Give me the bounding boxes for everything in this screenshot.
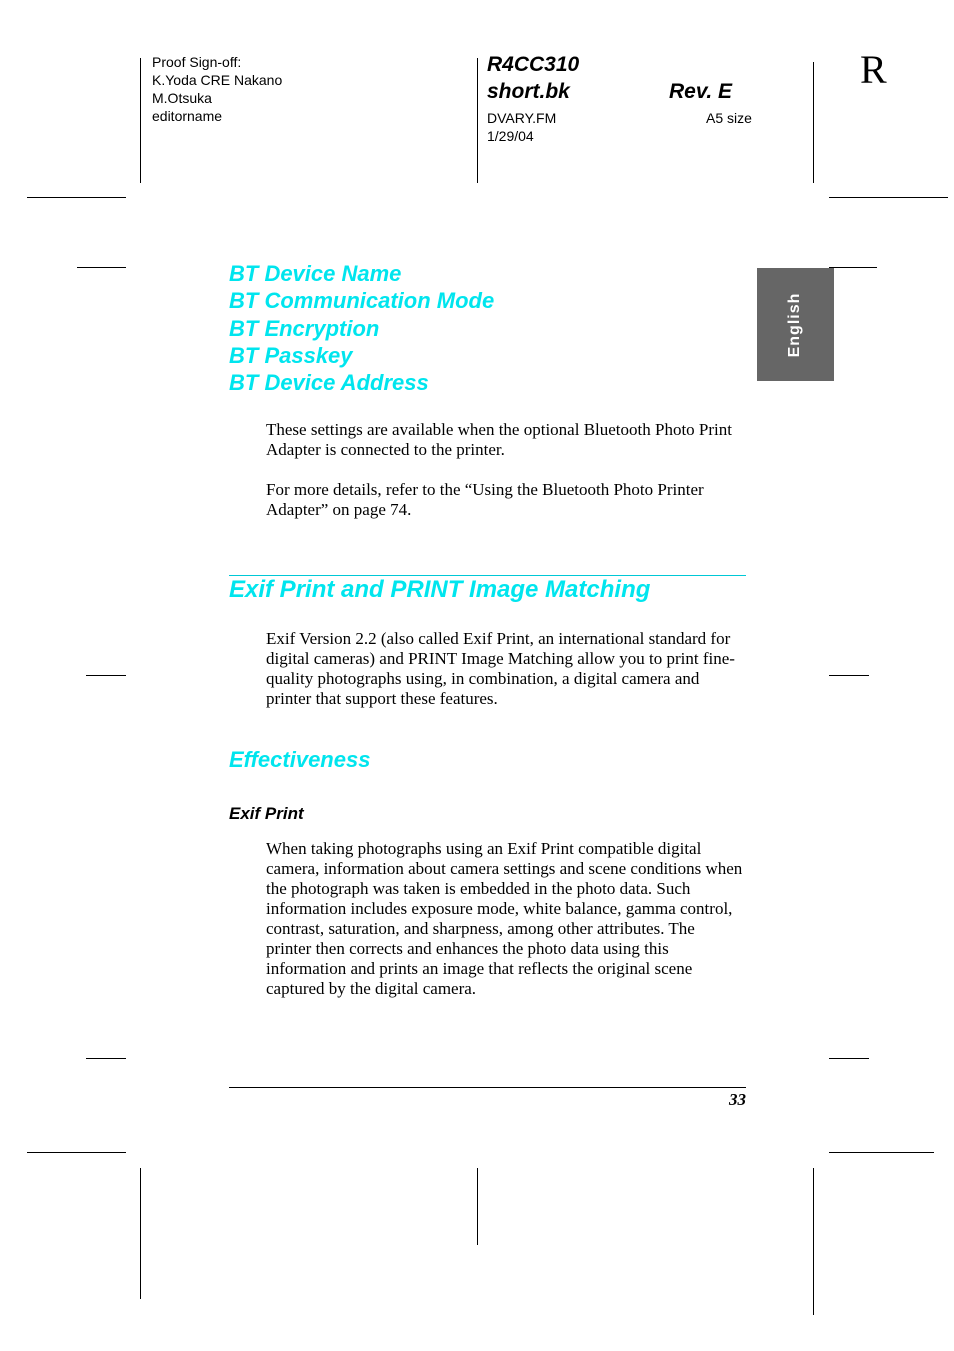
bt-device-name-heading: BT Device Name bbox=[229, 261, 402, 286]
language-tab bbox=[757, 268, 834, 381]
proof-line: editorname bbox=[152, 108, 223, 124]
bt-passkey-heading: BT Passkey bbox=[229, 342, 353, 368]
effectiveness-title: Effectiveness bbox=[229, 747, 371, 772]
crop-mark bbox=[829, 1152, 934, 1153]
doc-date: 1/29/04 bbox=[487, 128, 534, 144]
crop-mark bbox=[829, 197, 948, 198]
bt-encryption-heading: BT Encryption bbox=[229, 315, 380, 341]
language-tab-label: English bbox=[786, 292, 803, 358]
proof-line: K.Yoda CRE Nakano bbox=[152, 72, 283, 88]
effectiveness-paragraph: When taking photographs using an Exif Print compatible digital camera, information about camera settings and scene conditions when the photograph was taken is embedded in the photo data. Such information includes exposure mode, white balance, gamma control, contrast, saturation, and sharpness, among other attributes. The printer then corrects and enhances the photo data using this information and prints an image that reflects the original scene captured by the digital camera. bbox=[266, 839, 743, 998]
exif-paragraph: Exif Version 2.2 (also called Exif Print, an international standard for digital cameras) and PRINT Image Matching allow you to print fine-quality photographs using, in combination, a digital camera and printer that support these features. bbox=[266, 629, 735, 708]
bt-paragraph: These settings are available when the optional Bluetooth Photo Print Adapter is connected to the printer. bbox=[266, 420, 732, 459]
proof-signoff bbox=[152, 53, 282, 125]
exif-print-subtitle: Exif Print bbox=[229, 804, 304, 823]
doc-file: DVARY.FM bbox=[487, 110, 557, 126]
crop-mark bbox=[829, 1058, 869, 1059]
page-number: 33 bbox=[729, 1090, 746, 1109]
crop-mark bbox=[813, 62, 814, 183]
crop-mark bbox=[477, 58, 478, 183]
crop-mark bbox=[477, 1168, 478, 1245]
bt-device-address-heading: BT Device Address bbox=[229, 370, 429, 396]
doc-size: A5 size bbox=[706, 110, 752, 126]
exif-section-title: Exif Print and PRINT Image Matching bbox=[229, 576, 651, 603]
crop-mark bbox=[27, 1152, 126, 1153]
crop-mark bbox=[77, 267, 126, 268]
crop-mark bbox=[27, 197, 126, 198]
proof-line: Proof Sign-off: bbox=[152, 54, 242, 70]
crop-mark bbox=[86, 1058, 126, 1059]
doc-book: short.bk bbox=[487, 80, 570, 103]
bt-heading-group bbox=[229, 260, 494, 396]
bt-paragraph: For more details, refer to the “Using the Bluetooth Photo Printer Adapter” on page 74. bbox=[266, 480, 704, 519]
doc-revision: Rev. E bbox=[669, 80, 733, 103]
corner-letter: R bbox=[860, 47, 887, 92]
crop-mark bbox=[86, 675, 126, 676]
bt-communication-mode-heading: BT Communication Mode bbox=[229, 288, 495, 314]
doc-code: R4CC310 bbox=[487, 53, 580, 76]
crop-mark bbox=[829, 267, 877, 268]
proof-line: M.Otsuka bbox=[152, 90, 212, 106]
crop-mark bbox=[140, 58, 141, 183]
crop-mark bbox=[813, 1168, 814, 1315]
footer-rule bbox=[229, 1087, 746, 1088]
crop-mark bbox=[140, 1168, 141, 1299]
crop-mark bbox=[829, 675, 869, 676]
